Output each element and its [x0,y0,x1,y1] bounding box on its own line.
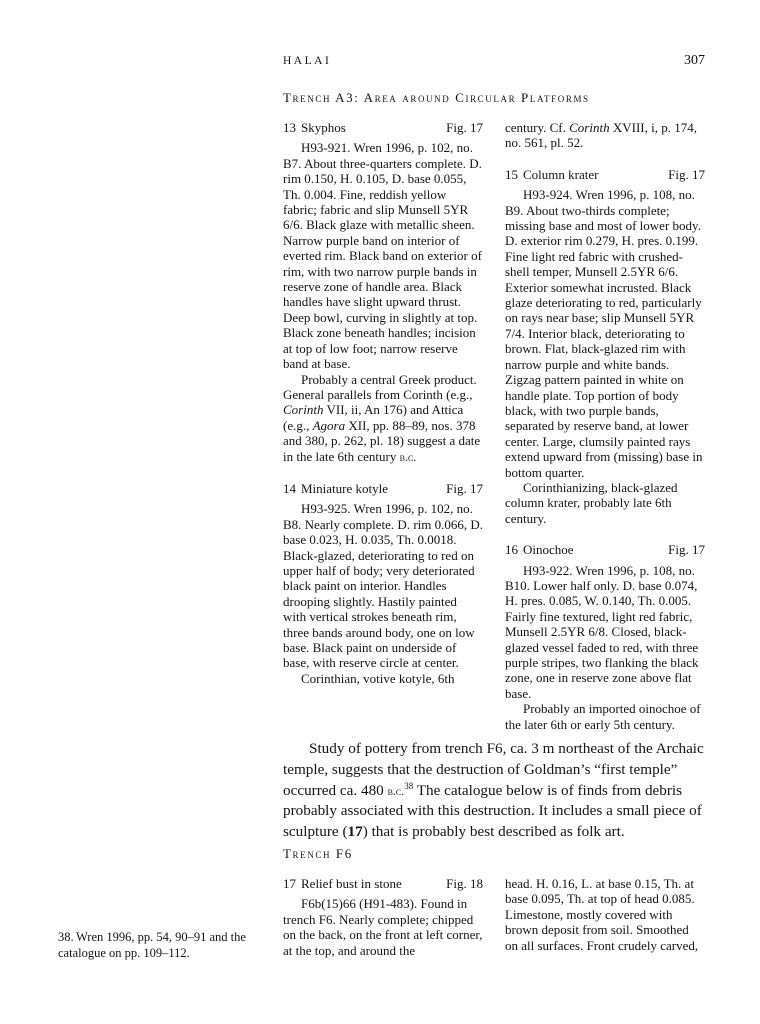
entry-16-description: H93-922. Wren 1996, p. 108, no. B10. Lower half only. D. base 0.074, H. pres. 0.085, W. 0.140, Th. 0.005. Fairly fine textured, light red fabric, Munsell 2.5YR 6/8. Closed, black-glazed vessel faded to red, with three purple stripes, two flanking the black zone, one in reserve zone above flat base. [505,562,699,701]
entry-15-figure-ref: Fig. 17 [668,166,705,182]
entry-17-title: Relief bust in stone [301,876,402,891]
footnote-38 [58,929,263,961]
entry-14-description: H93-925. Wren 1996, p. 102, no. B8. Nearly complete. D. rim 0.066, D. base 0.023, H. 0.035, Th. 0.0018. Black-glazed, deteriorating to red on upper half of body; very deteriorated black paint on interior. Handles drooping slightly. Hastily painted with vertical strokes beneath rim, three bands around body, one on low base. Black paint on underside of base, with reserve circle at center. [283,501,484,671]
page-number: 307 [684,53,705,68]
entry-16 [505,542,705,732]
entry-17-number: 17 [283,876,296,891]
entry-13-number: 13 [283,120,296,135]
entry-13-commentary: Probably a central Greek product. General parallels from Corinth (e.g., Corinth VII, ii, An 176) and Attica (e.g., Agora XII, pp. 88–89, nos. 378 and 380, p. 262, pl. 18) suggest a date in the late 6th century b.c. [283,371,481,464]
entry-14-figure-ref: Fig. 17 [446,480,483,496]
footnote-ref-38[interactable]: 38 [404,780,414,791]
entry-17-header [283,876,483,891]
left-column-f6 [283,876,483,958]
entry-14-commentary: Corinthian, votive kotyle, 6th [301,670,455,686]
entry-13-header [283,120,483,135]
entry-13 [283,120,483,465]
entry-13-title: Skyphos [301,120,346,135]
left-column-a3 [283,120,483,686]
entry-13-figure-ref: Fig. 17 [446,120,483,135]
entry-15 [505,167,705,526]
running-head: HALAI [283,55,332,67]
entry-17 [283,876,483,958]
right-column-f6 [505,876,705,953]
section-heading-a3: Trench A3: Area around Circular Platforms [283,90,590,105]
entry-15-description: H93-924. Wren 1996, p. 108, no. B9. About two-thirds complete; missing base and most of lower body. D. exterior rim 0.279, H. pres. 0.199. Fine light red fabric with crushed-shell temper, Munsell 2.5YR 6/6. Exterior somewhat incrusted. Black glaze deteriorating to red, particularly on rays near base; slip Munsell 5YR 7/4. Interior black, deteriorating to brown. Flat, black-glazed rim with narrow purple and white bands. Zigzag pattern painted in white on handle plate. Top portion of body black, with two purple bands, separated by reserve band, at lower center. Large, clumsily painted rays extend upward from (missing) base in bottom quarter. [505,187,703,480]
entry-13-description: H93-921. Wren 1996, p. 102, no. B7. About three-quarters complete. D. rim 0.150, H. 0.105, D. base 0.055, Th. 0.004. Fine, reddish yellow fabric; fabric and slip Munsell 5YR 6/6. Black glaze with metallic sheen. Narrow purple band on interior of everted rim. Black band on exterior of rim, with two narrow purple bands in reserve zone of handle area. Black handles have slight upward thrust. Deep bowl, curving in slightly at top. Black zone beneath handles; incision at top of low foot; narrow reserve band at base. [283,140,482,372]
body-paragraph: Study of pottery from trench F6, ca. 3 m northeast of the Archaic temple, suggests that the destruction of Goldman’s “first temple” occurred ca. 480 b.c.$^{38}$ The catalogue below is of finds from debris probably associated with this destruction. It includes a small piece of sculpture (17) that is probably best described as folk art. [283,740,704,841]
footnote-text: Wren 1996, pp. 54, 90–91 and the catalogue on pp. 109–112. [58,930,246,960]
right-column-a3 [505,120,705,732]
entry-14-number: 14 [283,480,296,496]
entry-15-commentary: Corinthianizing, black-glazed column krater, probably late 6th century. [505,479,678,526]
entry-14-header [283,481,483,496]
entry-15-title: Column krater [523,166,599,182]
entry-14-title: Miniature kotyle [301,480,389,496]
entry-16-title: Oinochoe [523,542,574,558]
entry-15-header [505,167,705,182]
entry-15-number: 15 [505,166,518,182]
section-heading-f6: Trench F6 [283,846,353,861]
entry-17-description: F6b(15)66 (H91-483). Found in trench F6. Nearly complete; chipped on the back, on the front at left corner, at the top, and around the [283,896,483,958]
footnote-number: 38. [58,930,74,944]
entry-16-header [505,542,705,557]
entry-14-commentary-continued: century. Cf. Corinth XVIII, i, p. 174, no. 561, pl. 52. [505,120,697,151]
entry-17-description-continued: head. H. 0.16, L. at base 0.15, Th. at base 0.095, Th. at top of head 0.085. Limestone, mostly covered with brown deposit from soil. Smoothed on all surfaces. Front crudely carved, [505,876,699,953]
entry-16-number: 16 [505,542,518,558]
entry-16-commentary: Probably an imported oinochoe of the later 6th or early 5th century. [505,701,701,732]
entry-17-figure-ref: Fig. 18 [446,876,483,891]
entry-16-figure-ref: Fig. 17 [668,542,705,558]
entry-14 [283,481,483,686]
